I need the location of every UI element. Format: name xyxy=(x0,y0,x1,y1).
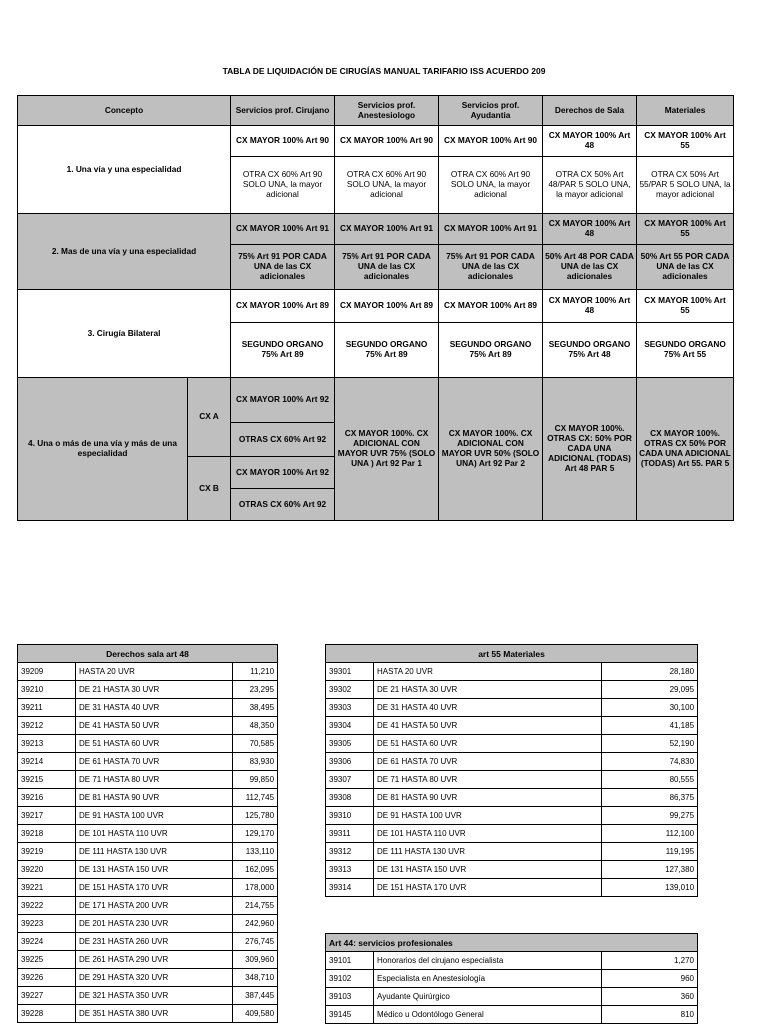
code-cell: 39306 xyxy=(326,753,374,771)
description-cell: DE 231 HASTA 260 UVR xyxy=(76,933,233,951)
code-cell: 39305 xyxy=(326,735,374,753)
table-row xyxy=(326,717,698,735)
code-cell: 39218 xyxy=(18,825,76,843)
description-cell: DE 31 HASTA 40 UVR xyxy=(76,699,233,717)
row3-mat-other: SEGUNDO ORGANO 75% Art 55 xyxy=(637,323,734,378)
code-cell: 39310 xyxy=(326,807,374,825)
value-cell: 99,275 xyxy=(602,807,698,825)
table-row xyxy=(326,789,698,807)
description-cell: DE 111 HASTA 130 UVR xyxy=(76,843,233,861)
value-cell: 309,960 xyxy=(233,951,278,969)
description-cell: DE 151 HASTA 170 UVR xyxy=(76,879,233,897)
concept-mas-de-una-via: 2. Mas de una vía y una especialidad xyxy=(18,214,231,290)
materiales-table-title: art 55 Materiales xyxy=(326,645,698,663)
table-row xyxy=(326,843,698,861)
description-cell: DE 41 HASTA 50 UVR xyxy=(374,717,602,735)
description-cell: DE 61 HASTA 70 UVR xyxy=(76,753,233,771)
document-title: TABLA DE LIQUIDACIÓN DE CIRUGÍAS MANUAL TARIFARIO ISS ACUERDO 209 xyxy=(222,66,546,76)
row1-anest-other: OTRA CX 60% Art 90 SOLO UNA, la mayor adicional xyxy=(335,157,439,214)
value-cell: 162,095 xyxy=(233,861,278,879)
value-cell: 178,000 xyxy=(233,879,278,897)
table-row xyxy=(326,753,698,771)
description-cell: DE 351 HASTA 380 UVR xyxy=(76,1005,233,1023)
prof-table-title: Art 44: servicios profesionales xyxy=(326,934,698,952)
code-cell: 39302 xyxy=(326,681,374,699)
code-cell: 39101 xyxy=(326,952,374,970)
description-cell: DE 291 HASTA 320 UVR xyxy=(76,969,233,987)
table-row xyxy=(18,663,278,681)
code-cell: 39303 xyxy=(326,699,374,717)
code-cell: 39103 xyxy=(326,988,374,1006)
row3-mat-major: CX MAYOR 100% Art 55 xyxy=(637,290,734,323)
value-cell: 83,930 xyxy=(233,753,278,771)
description-cell: DE 171 HASTA 200 UVR xyxy=(76,897,233,915)
value-cell: 52,190 xyxy=(602,735,698,753)
row1-mat-major: CX MAYOR 100% Art 55 xyxy=(637,126,734,157)
row1-ayud-major: CX MAYOR 100% Art 90 xyxy=(439,126,543,157)
description-cell: DE 31 HASTA 40 UVR xyxy=(374,699,602,717)
code-cell: 39220 xyxy=(18,861,76,879)
code-cell: 39215 xyxy=(18,771,76,789)
liquidation-table xyxy=(17,95,734,521)
table-row xyxy=(18,879,278,897)
row1-anest-major: CX MAYOR 100% Art 90 xyxy=(335,126,439,157)
description-cell: DE 131 HASTA 150 UVR xyxy=(76,861,233,879)
value-cell: 86,375 xyxy=(602,789,698,807)
row1-sala-major: CX MAYOR 100% Art 48 xyxy=(543,126,637,157)
code-cell: 39314 xyxy=(326,879,374,897)
description-cell: DE 101 HASTA 110 UVR xyxy=(374,825,602,843)
value-cell: 125,780 xyxy=(233,807,278,825)
value-cell: 139,010 xyxy=(602,879,698,897)
table-row xyxy=(18,861,278,879)
description-cell: DE 81 HASTA 90 UVR xyxy=(76,789,233,807)
row2-anest-other: 75% Art 91 POR CADA UNA de las CX adicionales xyxy=(335,245,439,290)
description-cell: DE 51 HASTA 60 UVR xyxy=(374,735,602,753)
description-cell: HASTA 20 UVR xyxy=(76,663,233,681)
row2-cirujano-other: 75% Art 91 POR CADA UNA de las CX adicionales xyxy=(231,245,335,290)
description-cell: DE 71 HASTA 80 UVR xyxy=(374,771,602,789)
table-row xyxy=(326,879,698,897)
code-cell: 39224 xyxy=(18,933,76,951)
table-row xyxy=(326,735,698,753)
code-cell: 39221 xyxy=(18,879,76,897)
value-cell: 1,270 xyxy=(602,952,698,970)
cxb-major: CX MAYOR 100% Art 92 xyxy=(231,457,335,489)
row2-mat-other: 50% Art 55 POR CADA UNA de las CX adicionales xyxy=(637,245,734,290)
description-cell: DE 91 HASTA 100 UVR xyxy=(374,807,602,825)
table-row xyxy=(326,988,698,1006)
value-cell: 119,195 xyxy=(602,843,698,861)
row3-sala-other: SEGUNDO ORGANO 75% Art 48 xyxy=(543,323,637,378)
description-cell: HASTA 20 UVR xyxy=(374,663,602,681)
value-cell: 38,495 xyxy=(233,699,278,717)
header-sala: Derechos de Sala xyxy=(543,96,637,126)
table-row xyxy=(18,807,278,825)
description-cell: DE 81 HASTA 90 UVR xyxy=(374,789,602,807)
code-cell: 39225 xyxy=(18,951,76,969)
row2-anest-major: CX MAYOR 100% Art 91 xyxy=(335,214,439,245)
value-cell: 810 xyxy=(602,1006,698,1024)
value-cell: 360 xyxy=(602,988,698,1006)
row4-ayud: CX MAYOR 100%. CX ADICIONAL CON MAYOR UVR 50% (SOLO UNA) Art 92 Par 2 xyxy=(439,378,543,521)
code-cell: 39212 xyxy=(18,717,76,735)
description-cell: DE 321 HASTA 350 UVR xyxy=(76,987,233,1005)
row1-ayud-other: OTRA CX 60% Art 90 SOLO UNA, la mayor adicional xyxy=(439,157,543,214)
concept-cirugia-bilateral: 3. Cirugía Bilateral xyxy=(18,290,231,378)
value-cell: 23,295 xyxy=(233,681,278,699)
table-row xyxy=(18,987,278,1005)
code-cell: 39102 xyxy=(326,970,374,988)
row4-sala: CX MAYOR 100%. OTRAS CX: 50% POR CADA UNA ADICIONAL (TODAS) Art 48 PAR 5 xyxy=(543,378,637,521)
value-cell: 29,095 xyxy=(602,681,698,699)
materiales-table xyxy=(325,644,698,897)
code-cell: 39211 xyxy=(18,699,76,717)
row1-cirujano-major: CX MAYOR 100% Art 90 xyxy=(231,126,335,157)
description-cell: DE 91 HASTA 100 UVR xyxy=(76,807,233,825)
row2-sala-other: 50% Art 48 POR CADA UNA de las CX adicionales xyxy=(543,245,637,290)
table-row xyxy=(326,807,698,825)
row1-sala-other: OTRA CX 50% Art 48/PAR 5 SOLO UNA, la mayor adicional xyxy=(543,157,637,214)
row2-ayud-major: CX MAYOR 100% Art 91 xyxy=(439,214,543,245)
header-cirujano: Servicios prof. Cirujano xyxy=(231,96,335,126)
description-cell: DE 21 HASTA 30 UVR xyxy=(374,681,602,699)
row3-sala-major: CX MAYOR 100% Art 48 xyxy=(543,290,637,323)
row2-sala-major: CX MAYOR 100% Art 48 xyxy=(543,214,637,245)
table-row xyxy=(18,789,278,807)
table-row xyxy=(326,771,698,789)
value-cell: 112,100 xyxy=(602,825,698,843)
value-cell: 48,350 xyxy=(233,717,278,735)
sala-table-title: Derechos sala art 48 xyxy=(18,645,278,663)
value-cell: 28,180 xyxy=(602,663,698,681)
servicios-profesionales-table xyxy=(325,933,698,1024)
code-cell: 39217 xyxy=(18,807,76,825)
value-cell: 387,445 xyxy=(233,987,278,1005)
description-cell: DE 151 HASTA 170 UVR xyxy=(374,879,602,897)
description-cell: DE 61 HASTA 70 UVR xyxy=(374,753,602,771)
table-row xyxy=(18,915,278,933)
table-row xyxy=(18,897,278,915)
table-row xyxy=(18,717,278,735)
row3-cirujano-other: SEGUNDO ORGANO 75% Art 89 xyxy=(231,323,335,378)
code-cell: 39307 xyxy=(326,771,374,789)
table-row xyxy=(18,681,278,699)
description-cell: DE 201 HASTA 230 UVR xyxy=(76,915,233,933)
table-row xyxy=(326,681,698,699)
table-row xyxy=(18,1005,278,1023)
value-cell: 242,960 xyxy=(233,915,278,933)
description-cell: Ayudante Quirúrgico xyxy=(374,988,602,1006)
code-cell: 39301 xyxy=(326,663,374,681)
table-row xyxy=(18,951,278,969)
table-row xyxy=(18,969,278,987)
row3-ayud-other: SEGUNDO ORGANO 75% Art 89 xyxy=(439,323,543,378)
cx-a-label: CX A xyxy=(188,378,231,457)
code-cell: 39210 xyxy=(18,681,76,699)
table-row xyxy=(18,753,278,771)
cxa-major: CX MAYOR 100% Art 92 xyxy=(231,378,335,423)
description-cell: Honorarios del cirujano especialista xyxy=(374,952,602,970)
row4-materiales: CX MAYOR 100%. OTRAS CX 50% POR CADA UNA ADICIONAL (TODAS) Art 55. PAR 5 xyxy=(637,378,734,521)
value-cell: 409,580 xyxy=(233,1005,278,1023)
row3-anest-other: SEGUNDO ORGANO 75% Art 89 xyxy=(335,323,439,378)
header-anestesiologo: Servicios prof. Anestesiologo xyxy=(335,96,439,126)
code-cell: 39216 xyxy=(18,789,76,807)
table-row xyxy=(18,735,278,753)
description-cell: DE 71 HASTA 80 UVR xyxy=(76,771,233,789)
row1-mat-other: OTRA CX 50% Art 55/PAR 5 SOLO UNA, la mayor adicional xyxy=(637,157,734,214)
code-cell: 39313 xyxy=(326,861,374,879)
code-cell: 39209 xyxy=(18,663,76,681)
table-row xyxy=(326,699,698,717)
value-cell: 80,555 xyxy=(602,771,698,789)
code-cell: 39308 xyxy=(326,789,374,807)
code-cell: 39227 xyxy=(18,987,76,1005)
value-cell: 99,850 xyxy=(233,771,278,789)
description-cell: Especialista en Anestesiología xyxy=(374,970,602,988)
description-cell: DE 21 HASTA 30 UVR xyxy=(76,681,233,699)
description-cell: DE 41 HASTA 50 UVR xyxy=(76,717,233,735)
table-row xyxy=(326,1006,698,1024)
value-cell: 276,745 xyxy=(233,933,278,951)
table-row xyxy=(18,771,278,789)
concept-una-via: 1. Una vía y una especialidad xyxy=(18,126,231,214)
value-cell: 129,170 xyxy=(233,825,278,843)
table-row xyxy=(326,825,698,843)
row2-cirujano-major: CX MAYOR 100% Art 91 xyxy=(231,214,335,245)
row3-cirujano-major: CX MAYOR 100% Art 89 xyxy=(231,290,335,323)
cxa-other: OTRAS CX 60% Art 92 xyxy=(231,423,335,457)
code-cell: 39311 xyxy=(326,825,374,843)
code-cell: 39213 xyxy=(18,735,76,753)
code-cell: 39219 xyxy=(18,843,76,861)
header-ayudantia: Servicios prof. Ayudantia xyxy=(439,96,543,126)
table-row xyxy=(18,699,278,717)
value-cell: 112,745 xyxy=(233,789,278,807)
description-cell: DE 261 HASTA 290 UVR xyxy=(76,951,233,969)
sala-table xyxy=(17,644,278,1023)
row4-anest: CX MAYOR 100%. CX ADICIONAL CON MAYOR UVR 75% (SOLO UNA ) Art 92 Par 1 xyxy=(335,378,439,521)
value-cell: 30,100 xyxy=(602,699,698,717)
value-cell: 11,210 xyxy=(233,663,278,681)
header-concepto: Concepto xyxy=(18,96,231,126)
value-cell: 41,185 xyxy=(602,717,698,735)
table-row xyxy=(18,825,278,843)
table-row xyxy=(326,663,698,681)
header-materiales: Materiales xyxy=(637,96,734,126)
code-cell: 39304 xyxy=(326,717,374,735)
cxb-other: OTRAS CX 60% Art 92 xyxy=(231,489,335,521)
code-cell: 39228 xyxy=(18,1005,76,1023)
value-cell: 74,830 xyxy=(602,753,698,771)
table-row xyxy=(326,952,698,970)
table-row xyxy=(18,933,278,951)
row3-anest-major: CX MAYOR 100% Art 89 xyxy=(335,290,439,323)
value-cell: 70,585 xyxy=(233,735,278,753)
concept-mas-de-una-especialidad: 4. Una o más de una vía y más de una especialidad xyxy=(18,378,188,521)
row2-mat-major: CX MAYOR 100% Art 55 xyxy=(637,214,734,245)
value-cell: 214,755 xyxy=(233,897,278,915)
value-cell: 960 xyxy=(602,970,698,988)
code-cell: 39312 xyxy=(326,843,374,861)
description-cell: DE 51 HASTA 60 UVR xyxy=(76,735,233,753)
cx-b-label: CX B xyxy=(188,457,231,521)
description-cell: DE 101 HASTA 110 UVR xyxy=(76,825,233,843)
description-cell: Médico u Odontólogo General xyxy=(374,1006,602,1024)
code-cell: 39226 xyxy=(18,969,76,987)
description-cell: DE 131 HASTA 150 UVR xyxy=(374,861,602,879)
row3-ayud-major: CX MAYOR 100% Art 89 xyxy=(439,290,543,323)
code-cell: 39222 xyxy=(18,897,76,915)
value-cell: 127,380 xyxy=(602,861,698,879)
code-cell: 39145 xyxy=(326,1006,374,1024)
row2-ayud-other: 75% Art 91 POR CADA UNA de las CX adicionales xyxy=(439,245,543,290)
value-cell: 348,710 xyxy=(233,969,278,987)
code-cell: 39214 xyxy=(18,753,76,771)
code-cell: 39223 xyxy=(18,915,76,933)
row1-cirujano-other: OTRA CX 60% Art 90 SOLO UNA, la mayor adicional xyxy=(231,157,335,214)
description-cell: DE 111 HASTA 130 UVR xyxy=(374,843,602,861)
table-row xyxy=(18,843,278,861)
table-row xyxy=(326,970,698,988)
value-cell: 133,110 xyxy=(233,843,278,861)
table-row xyxy=(326,861,698,879)
